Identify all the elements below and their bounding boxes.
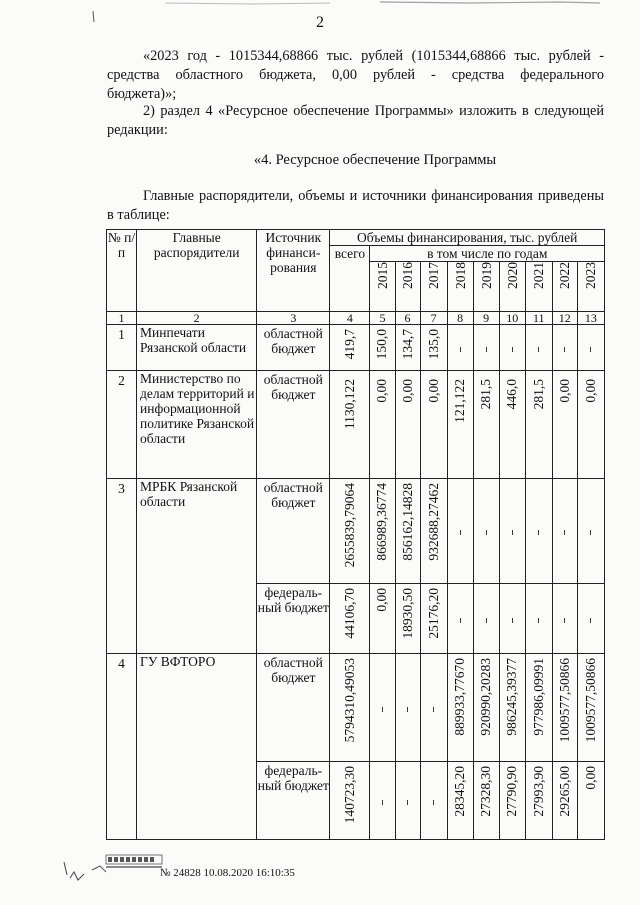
column-number: 5 (370, 312, 395, 325)
value-text: 27328,30 (478, 766, 494, 817)
year-value (499, 479, 525, 584)
year-value (370, 762, 395, 840)
empty-value (461, 523, 462, 524)
year-value (499, 371, 525, 479)
year-value (420, 584, 447, 654)
empty-value (408, 793, 409, 794)
paragraph-funding-2023-end: бюджета)»; (107, 86, 177, 102)
value-text: 1130,122 (341, 379, 357, 430)
total-value (330, 584, 370, 654)
header-year-2017 (420, 262, 447, 312)
document-registration-id: № 24828 10.08.2020 16:10:35 (160, 867, 295, 879)
total-value (330, 371, 370, 479)
header-year-2018 (447, 262, 473, 312)
table-row (107, 479, 605, 584)
value-text: 920990,20283 (478, 658, 494, 736)
empty-value (513, 611, 514, 612)
year-value (370, 584, 395, 654)
funding-source: областной бюджет (257, 479, 330, 584)
header-year-2015 (370, 262, 395, 312)
year-value (552, 584, 577, 654)
header-year-2016 (395, 262, 420, 312)
year-value (499, 584, 525, 654)
column-number: 9 (473, 312, 499, 325)
empty-dash (382, 800, 383, 805)
year-value (473, 479, 499, 584)
funding-source: федераль-ный бюджет (257, 762, 330, 840)
year-label: 2017 (426, 262, 442, 289)
empty-value (408, 700, 409, 701)
value-text: 0,00 (374, 379, 390, 403)
funding-source: областной бюджет (257, 371, 330, 479)
empty-value (487, 611, 488, 612)
value-text: 446,0 (504, 379, 520, 410)
value-text: 866989,36774 (374, 483, 390, 561)
page-number: 2 (316, 14, 324, 31)
year-value (525, 762, 552, 840)
year-label: 2021 (531, 262, 547, 289)
value-text: 1009577,50866 (556, 658, 572, 743)
value-text: 419,7 (341, 329, 357, 360)
year-value (420, 479, 447, 584)
year-label: 2018 (452, 262, 468, 289)
empty-value (591, 611, 592, 612)
empty-value (513, 523, 514, 524)
total-value (330, 325, 370, 371)
column-number: 13 (577, 312, 604, 325)
column-number: 4 (330, 312, 370, 325)
empty-value (383, 700, 384, 701)
empty-value (565, 523, 566, 524)
year-value (447, 371, 473, 479)
empty-value (487, 340, 488, 341)
column-number: 1 (107, 312, 137, 325)
value-text: 18930,50 (399, 588, 415, 639)
column-number: 11 (525, 312, 552, 325)
header-year-2021 (525, 262, 552, 312)
year-value (525, 654, 552, 762)
empty-value (539, 611, 540, 612)
year-label: 2019 (478, 262, 494, 289)
empty-value (434, 700, 435, 701)
column-number: 8 (447, 312, 473, 325)
row-number: 4 (107, 654, 137, 840)
value-text: 1009577,50866 (582, 658, 598, 743)
value-text: 25176,20 (425, 588, 441, 639)
paragraph-funding-2023: «2023 год - 1015344,68866 тыс. рублей (1015344,68866 тыс. рублей - средства областного бюджета, 0,00 рублей - средства федерального (107, 48, 604, 83)
column-number: 7 (420, 312, 447, 325)
year-value (552, 371, 577, 479)
value-text: 2655839,79064 (341, 483, 357, 568)
year-value (447, 325, 473, 371)
table-row (107, 371, 605, 479)
year-value (370, 654, 395, 762)
year-value (577, 762, 604, 840)
intro-text: Главные распорядители, объемы и источники финансирования приведены в таблице: (107, 188, 604, 223)
year-value (577, 654, 604, 762)
year-value (473, 762, 499, 840)
value-text: 140723,30 (341, 766, 357, 824)
empty-value (434, 793, 435, 794)
empty-dash (486, 618, 487, 623)
header-total: всего (330, 246, 370, 312)
year-value (447, 762, 473, 840)
total-value (330, 762, 370, 840)
funding-table-wrapper (106, 229, 605, 838)
value-text: 0,00 (425, 379, 441, 403)
year-value (552, 654, 577, 762)
empty-dash (590, 530, 591, 535)
year-value (577, 325, 604, 371)
value-text: 0,00 (582, 766, 598, 790)
year-value (473, 325, 499, 371)
empty-dash (433, 800, 434, 805)
year-value (395, 325, 420, 371)
empty-dash (460, 530, 461, 535)
value-text: 0,00 (399, 379, 415, 403)
value-text: 121,122 (452, 379, 468, 423)
total-value (330, 654, 370, 762)
year-value (577, 584, 604, 654)
manager-name: Министерство по делам территорий и информационной политике Рязанской области (137, 371, 257, 479)
empty-dash (538, 618, 539, 623)
year-value (370, 371, 395, 479)
funding-source: областной бюджет (257, 654, 330, 762)
paragraph-section-change: 2) раздел 4 «Ресурсное обеспечение Программы» изложить в следующей редакции: (107, 103, 604, 138)
empty-dash (407, 707, 408, 712)
section-heading: «4. Ресурсное обеспечение Программы (253, 152, 497, 168)
value-text: 27790,90 (504, 766, 520, 817)
total-value (330, 479, 370, 584)
empty-dash (512, 530, 513, 535)
header-source: Источник финанси-рования (257, 230, 330, 312)
empty-dash (486, 347, 487, 352)
header-year-2020 (499, 262, 525, 312)
empty-value (591, 340, 592, 341)
value-text: 0,00 (374, 588, 390, 612)
year-value (473, 584, 499, 654)
empty-dash (407, 800, 408, 805)
value-text: 28345,20 (452, 766, 468, 817)
year-value (499, 325, 525, 371)
column-number: 10 (499, 312, 525, 325)
year-value (525, 479, 552, 584)
empty-value (539, 340, 540, 341)
year-value (473, 654, 499, 762)
value-text: 5794310,49053 (341, 658, 357, 743)
funding-source: федераль-ный бюджет (257, 584, 330, 654)
year-value (525, 371, 552, 479)
empty-value (513, 340, 514, 341)
column-number: 2 (137, 312, 257, 325)
year-value (420, 762, 447, 840)
year-value (395, 654, 420, 762)
empty-value (461, 611, 462, 612)
funding-source: областной бюджет (257, 325, 330, 371)
empty-value (461, 340, 462, 341)
year-value (395, 762, 420, 840)
year-value (447, 654, 473, 762)
column-number: 3 (257, 312, 330, 325)
empty-value (565, 340, 566, 341)
empty-value (383, 793, 384, 794)
value-text: 150,0 (374, 329, 390, 360)
header-num: № п/п (107, 230, 137, 312)
value-text: 856162,14828 (399, 483, 415, 561)
year-value (420, 654, 447, 762)
empty-dash (512, 618, 513, 623)
header-volumes: Объемы финансирования, тыс. рублей (330, 230, 605, 246)
empty-value (539, 523, 540, 524)
year-value (447, 479, 473, 584)
value-text: 27993,90 (530, 766, 546, 817)
year-value (420, 371, 447, 479)
empty-value (565, 611, 566, 612)
year-value (499, 654, 525, 762)
empty-dash (564, 618, 565, 623)
empty-dash (382, 707, 383, 712)
header-year-2022 (552, 262, 577, 312)
year-value (447, 584, 473, 654)
value-text: 44106,70 (341, 588, 357, 639)
year-value (420, 325, 447, 371)
year-value (552, 325, 577, 371)
value-text: 135,0 (425, 329, 441, 360)
year-label: 2022 (557, 262, 573, 289)
manager-name: ГУ ВФТОРО (137, 654, 257, 840)
year-value (395, 371, 420, 479)
empty-dash (538, 530, 539, 535)
empty-dash (564, 530, 565, 535)
empty-dash (460, 618, 461, 623)
empty-dash (433, 707, 434, 712)
column-number: 12 (552, 312, 577, 325)
value-text: 0,00 (582, 379, 598, 403)
header-managers: Главные распорядители (137, 230, 257, 312)
value-text: 986245,39377 (504, 658, 520, 736)
year-value (395, 584, 420, 654)
year-label: 2023 (583, 262, 599, 289)
value-text: 889933,77670 (452, 658, 468, 736)
year-value (577, 479, 604, 584)
empty-dash (590, 618, 591, 623)
year-value (525, 325, 552, 371)
year-label: 2020 (504, 262, 520, 289)
year-label: 2016 (400, 262, 416, 289)
empty-dash (460, 347, 461, 352)
year-value (370, 325, 395, 371)
value-text: 281,5 (478, 379, 494, 410)
empty-dash (590, 347, 591, 352)
header-by-year: в том числе по годам (370, 246, 605, 262)
row-number: 3 (107, 479, 137, 654)
value-text: 977986,09991 (530, 658, 546, 736)
table-row (107, 654, 605, 762)
value-text: 281,5 (530, 379, 546, 410)
empty-dash (486, 530, 487, 535)
manager-name: МРБК Рязанской области (137, 479, 257, 654)
empty-value (487, 523, 488, 524)
funding-table (106, 229, 605, 840)
table-row (107, 325, 605, 371)
header-year-2019 (473, 262, 499, 312)
year-value (552, 762, 577, 840)
empty-dash (564, 347, 565, 352)
empty-dash (538, 347, 539, 352)
year-value (370, 479, 395, 584)
year-value (395, 479, 420, 584)
empty-dash (512, 347, 513, 352)
row-number: 2 (107, 371, 137, 479)
year-value (499, 762, 525, 840)
year-value (525, 584, 552, 654)
value-text: 932688,27462 (425, 483, 441, 561)
year-value (552, 479, 577, 584)
row-number: 1 (107, 325, 137, 371)
value-text: 134,7 (399, 329, 415, 360)
year-value (577, 371, 604, 479)
value-text: 29265,00 (556, 766, 572, 817)
header-year-2023 (577, 262, 604, 312)
empty-value (591, 523, 592, 524)
year-label: 2015 (374, 262, 390, 289)
year-value (473, 371, 499, 479)
manager-name: Минпечати Рязанской области (137, 325, 257, 371)
value-text: 0,00 (556, 379, 572, 403)
column-number: 6 (395, 312, 420, 325)
